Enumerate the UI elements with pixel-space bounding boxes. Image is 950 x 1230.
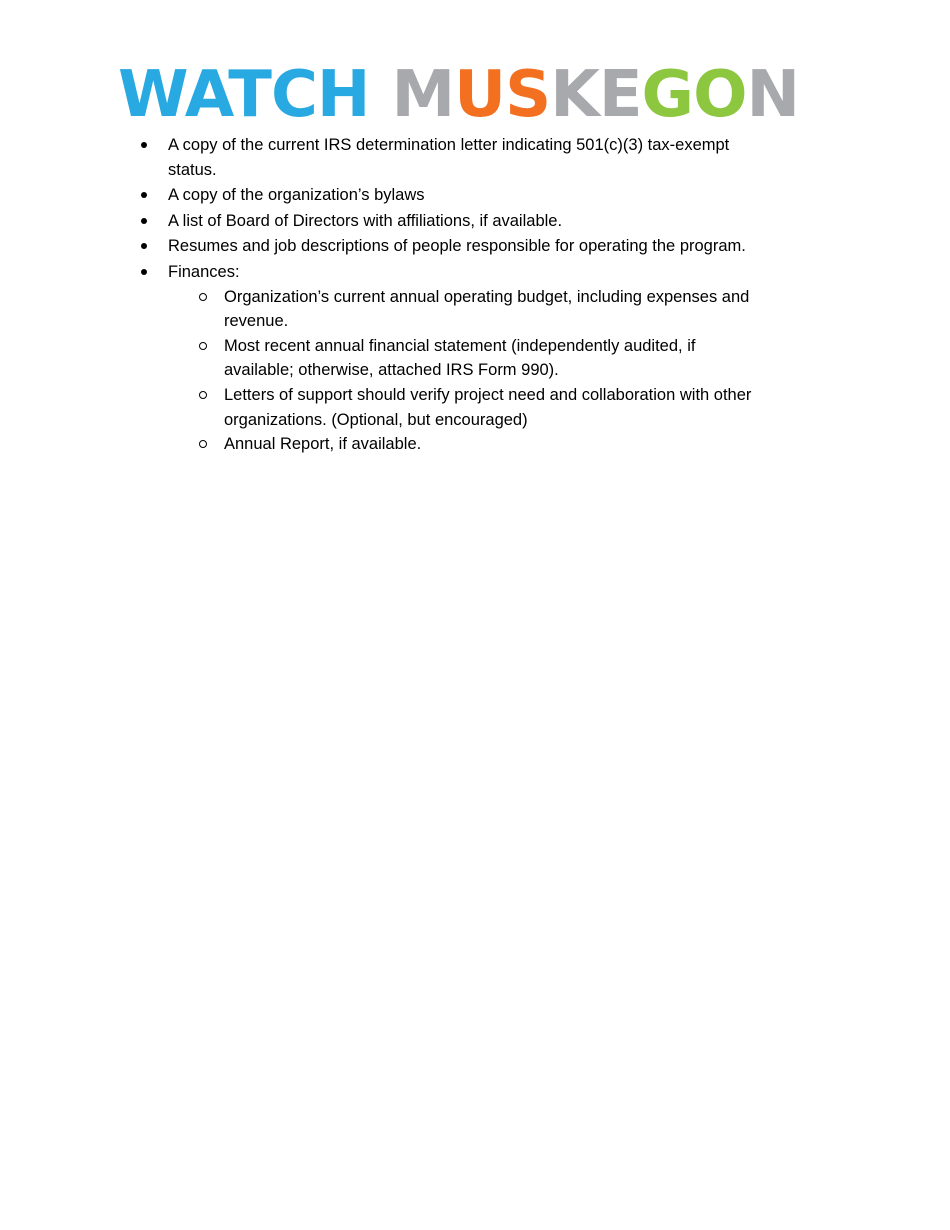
list-item-finances	[138, 260, 758, 457]
logo-us: US	[454, 58, 551, 132]
list-item	[138, 183, 758, 208]
list-item	[138, 133, 758, 182]
list-item-text: A copy of the organization’s bylaws	[168, 186, 425, 205]
sublist-item	[194, 285, 758, 334]
sublist-item	[194, 334, 758, 383]
list-item-text: A copy of the current IRS determination letter indicating 501(c)(3) tax-exempt status.	[168, 136, 730, 179]
sublist-item-text: Annual Report, if available.	[224, 435, 422, 454]
list-item	[138, 234, 758, 259]
sublist-item-text: Most recent annual financial statement (independently audited, if available; otherwise, attached IRS Form 990).	[224, 336, 696, 380]
watch-muskegon-logo	[118, 58, 830, 132]
logo-mu: M	[391, 58, 455, 132]
list-item-text: A list of Board of Directors with affiliations, if available.	[168, 211, 563, 230]
sublist-item-text: Organization’s current annual operating budget, including expenses and revenue.	[224, 287, 750, 331]
list-item-text: Finances:	[168, 262, 240, 281]
finances-sublist	[194, 285, 758, 457]
document-body	[138, 133, 758, 458]
logo-watch: WATCH	[118, 58, 370, 132]
list-item-text: Resumes and job descriptions of people responsible for operating the program.	[168, 237, 746, 256]
logo-e: E	[598, 58, 642, 132]
sublist-item	[194, 432, 758, 457]
logo-n: N	[746, 58, 800, 132]
sublist-item	[194, 383, 758, 432]
requirements-list	[138, 133, 758, 457]
sublist-item-text: Letters of support should verify project need and collaboration with other organizations. (Optional, but encouraged)	[224, 385, 752, 429]
logo-k: K	[550, 58, 599, 132]
logo-go: GO	[641, 58, 747, 132]
list-item	[138, 209, 758, 234]
